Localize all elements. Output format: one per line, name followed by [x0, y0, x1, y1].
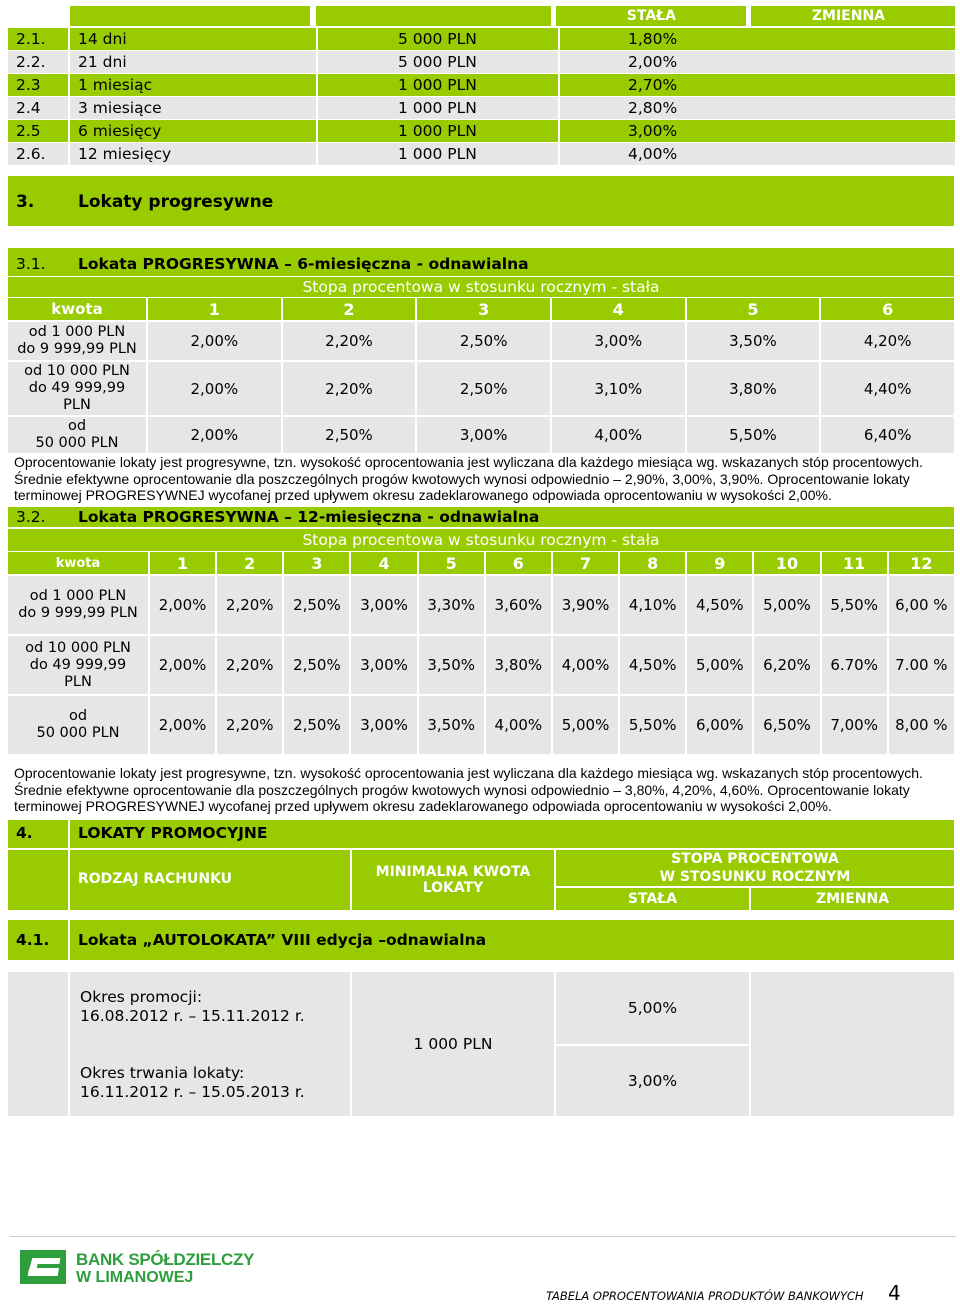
row-amount: 1 000 PLN — [318, 97, 558, 119]
doc-title: TABELA OPROCENTOWANIA PRODUKTÓW BANKOWYCH — [546, 1289, 864, 1303]
s32-title-bar — [8, 507, 954, 527]
col-zmienna: ZMIENNA — [815, 891, 890, 907]
rate-cell: 4,40% — [821, 362, 954, 415]
rate-row — [8, 417, 954, 453]
rate-cell: 2,00% — [148, 322, 281, 360]
rate-cell: 2,20% — [217, 636, 282, 694]
note-line: Średnie efektywne oprocentowanie dla poszczególnych progów kwotowych wynosi odpowiednio – 3,80%, 4,20%, 4,60%. Oprocentowanie lokaty — [14, 781, 910, 798]
rate-row — [8, 322, 954, 360]
rate-cell: 2,00% — [148, 362, 281, 415]
rate-cell: 3,00% — [351, 576, 416, 634]
rate-cell: 2,00% — [148, 417, 281, 453]
rate-cell: 7.00 % — [889, 636, 954, 694]
rate-cell: 4,00% — [486, 696, 551, 754]
row-rate: 3,00% — [560, 120, 754, 142]
term-period — [80, 1064, 305, 1102]
header-zmienna: ZMIENNA — [751, 6, 955, 26]
min-amount: 1 000 PLN — [413, 1035, 493, 1053]
bank-logo — [16, 1246, 276, 1290]
row-term: 6 miesięcy — [70, 120, 316, 142]
promo-label: Okres promocji: — [80, 988, 203, 1006]
month-header: 1 — [150, 552, 215, 574]
footer-divider — [10, 1236, 956, 1237]
row-number: 2.3 — [8, 74, 68, 96]
row-number: 2.6. — [8, 143, 68, 165]
logo-text-line1: BANK SPÓŁDZIELCZY — [76, 1250, 255, 1269]
s32-number: 3.2. — [16, 508, 46, 526]
rate-row — [8, 576, 954, 634]
s32-title: Lokata PROGRESYWNA – 12-miesięczna - odnawialna — [78, 508, 540, 526]
bank-logo-icon — [16, 1246, 70, 1288]
kwota-line: 50 000 PLN — [35, 435, 119, 451]
rate-cell: 5,00% — [754, 576, 819, 634]
rate-cell: 2,50% — [284, 576, 349, 634]
month-header: 2 — [217, 552, 282, 574]
kwota-line: 50 000 PLN — [36, 725, 120, 741]
rate-cell: 4,20% — [821, 322, 954, 360]
note-line: Oprocentowanie lokaty jest progresywne, tzn. wysokość oprocentowania jest wyliczana dla każdego miesiąca wg. wskazanych stóp procentowych. — [14, 454, 923, 470]
savings-row — [8, 143, 955, 165]
section-number: 4. — [16, 824, 33, 842]
kwota-line: do 9 999,99 PLN — [18, 605, 138, 621]
rate-cell: 3,90% — [553, 576, 618, 634]
row-variable-rate — [751, 97, 955, 119]
row-rate: 2,80% — [560, 97, 754, 119]
row-number: 2.1. — [8, 28, 68, 50]
rate-cell: 6,50% — [754, 696, 819, 754]
term-dates: 16.11.2012 r. – 15.05.2013 r. — [80, 1083, 305, 1101]
s41-title-bar — [8, 920, 954, 960]
term-label: Okres trwania lokaty: — [80, 1064, 245, 1082]
month-header: 12 — [889, 552, 954, 574]
row-variable-rate — [751, 51, 955, 73]
row-number: 2.4 — [8, 97, 68, 119]
rate-cell: 4,50% — [620, 636, 685, 694]
rate-cell: 2,50% — [417, 322, 550, 360]
month-header: 11 — [822, 552, 887, 574]
row-amount: 5 000 PLN — [318, 28, 558, 50]
kwota-cell — [8, 322, 146, 360]
section-3-header — [8, 176, 954, 226]
note-line: Oprocentowanie lokaty jest progresywne, tzn. wysokość oprocentowania jest wyliczana dla każdego miesiąca wg. wskazanych stóp procentowych. — [14, 765, 923, 781]
kwota-line: PLN — [64, 673, 92, 690]
savings-row — [8, 120, 955, 142]
savings-row — [8, 74, 955, 96]
rate-row — [8, 636, 954, 694]
row-number: 2.2. — [8, 51, 68, 73]
note-line: terminowej PROGRESYWNEJ wycofanej przed upływem okresu zadeklarowanego odpowiada oprocentowaniu w wysokości 2,00%. — [14, 798, 832, 814]
row-rate: 4,00% — [560, 143, 754, 165]
kwota-line: do 49 999,99 — [29, 656, 127, 673]
rate-cell: 2,50% — [283, 417, 416, 453]
rate-cell: 2,20% — [217, 696, 282, 754]
rate-cell: 4,50% — [687, 576, 752, 634]
month-header-row — [8, 552, 954, 574]
rate-cell: 3,10% — [552, 362, 685, 415]
kwota-line: od 1 000 PLN — [29, 588, 127, 604]
kwota-line: od — [68, 708, 88, 724]
kwota-header: kwota — [8, 552, 148, 574]
kwota-line: od 1 000 PLN — [28, 324, 126, 340]
kwota-cell — [8, 636, 148, 694]
kwota-cell — [8, 362, 146, 415]
row-rate: 2,00% — [560, 51, 754, 73]
s31-number: 3.1. — [16, 255, 46, 273]
col-stala: STAŁA — [627, 891, 678, 907]
s31-title: Lokata PROGRESYWNA – 6-miesięczna - odnawialna — [78, 255, 529, 273]
rate-cell: 5,50% — [687, 417, 820, 453]
row-term: 12 miesięcy — [70, 143, 316, 165]
col-account-type: RODZAJ RACHUNKU — [78, 871, 233, 887]
rate-term: 3,00% — [627, 1072, 678, 1090]
month-header-row — [8, 298, 954, 320]
row-rate: 2,70% — [560, 74, 754, 96]
rate-cell: 5,50% — [822, 576, 887, 634]
kwota-cell — [8, 696, 148, 754]
kwota-cell — [8, 576, 148, 634]
kwota-line: od 10 000 PLN — [25, 639, 131, 656]
row-term: 21 dni — [70, 51, 316, 73]
s31-title-bar — [8, 248, 954, 276]
rate-cell: 2,20% — [217, 576, 282, 634]
note-line: terminowej PROGRESYWNEJ wycofanej przed upływem okresu zadeklarowanego odpowiada oprocentowaniu w wysokości 2,00%. — [14, 487, 832, 503]
row-variable-rate — [751, 143, 955, 165]
s32-rate-table — [8, 552, 954, 756]
rate-cell: 3,00% — [552, 322, 685, 360]
rate-cell: 3,00% — [351, 696, 416, 754]
page-number: 4 — [888, 1281, 901, 1305]
s32-note — [14, 765, 954, 815]
row-variable-rate — [751, 28, 955, 50]
rate-cell: 6,20% — [754, 636, 819, 694]
rate-cell: 3,30% — [419, 576, 484, 634]
s32-table — [6, 550, 956, 756]
kwota-line: do 9 999,99 PLN — [17, 341, 137, 357]
savings-row — [8, 97, 955, 119]
rate-row — [8, 362, 954, 415]
rate-cell: 8,00 % — [889, 696, 954, 754]
month-header: 6 — [486, 552, 551, 574]
row-amount: 1 000 PLN — [318, 120, 558, 142]
row-amount: 5 000 PLN — [318, 51, 558, 73]
s31-table — [6, 296, 956, 455]
header-stala: STAŁA — [556, 6, 746, 26]
rate-cell: 3,50% — [419, 696, 484, 754]
rate-cell: 3,00% — [351, 636, 416, 694]
row-amount: 1 000 PLN — [318, 74, 558, 96]
rate-cell: 4,10% — [620, 576, 685, 634]
col-min-amount: MINIMALNA KWOTA LOKATY — [375, 864, 531, 896]
s41-body — [8, 972, 954, 1116]
rate-cell: 2,00% — [150, 576, 215, 634]
row-variable-rate — [751, 120, 955, 142]
s31-rate-table — [8, 298, 954, 455]
rate-cell: 2,50% — [417, 362, 550, 415]
month-header: 6 — [821, 298, 954, 320]
rate-cell: 3,80% — [687, 362, 820, 415]
month-header: 5 — [687, 298, 820, 320]
month-header: 4 — [552, 298, 685, 320]
rate-cell: 4,00% — [552, 417, 685, 453]
promo-period — [80, 988, 305, 1026]
note-line: Średnie efektywne oprocentowanie dla poszczególnych progów kwotowych wynosi odpowiednio – 2,90%, 3,00%, 3,90%. Oprocentowanie lokaty — [14, 470, 910, 487]
month-header: 3 — [284, 552, 349, 574]
rate-cell: 4,00% — [553, 636, 618, 694]
month-header: 10 — [754, 552, 819, 574]
col-rate-line: W STOSUNKU ROCZNYM — [659, 869, 851, 885]
row-amount: 1 000 PLN — [318, 143, 558, 165]
savings-row — [8, 51, 955, 73]
rate-cell: 2,20% — [283, 322, 416, 360]
kwota-line: od — [67, 418, 87, 434]
s31-rate-header: Stopa procentowa w stosunku rocznym - stała — [8, 277, 954, 297]
kwota-line: PLN — [63, 397, 91, 413]
section-number: 3. — [16, 192, 35, 212]
rate-cell: 6.70% — [822, 636, 887, 694]
month-header: 5 — [419, 552, 484, 574]
section-title: Lokaty progresywne — [78, 192, 274, 212]
rate-cell: 3,60% — [486, 576, 551, 634]
rate-cell: 6,00% — [687, 696, 752, 754]
row-number: 2.5 — [8, 120, 68, 142]
kwota-line: do 49 999,99 — [28, 380, 126, 396]
month-header: 8 — [620, 552, 685, 574]
s31-note — [14, 454, 954, 504]
savings-row — [8, 28, 955, 50]
s41-number: 4.1. — [16, 931, 50, 949]
rate-cell: 6,00 % — [889, 576, 954, 634]
col-rate — [556, 850, 954, 886]
rate-cell: 3,50% — [687, 322, 820, 360]
month-header: 2 — [283, 298, 416, 320]
month-header: 9 — [687, 552, 752, 574]
rate-cell: 7,00% — [822, 696, 887, 754]
month-header: 3 — [417, 298, 550, 320]
rate-cell: 2,20% — [283, 362, 416, 415]
row-term: 3 miesiące — [70, 97, 316, 119]
rate-cell: 3,80% — [486, 636, 551, 694]
rate-promo: 5,00% — [627, 999, 678, 1017]
rate-cell: 2,00% — [150, 636, 215, 694]
rate-cell: 3,50% — [419, 636, 484, 694]
promo-dates: 16.08.2012 r. – 15.11.2012 r. — [80, 1007, 305, 1025]
kwota-cell — [8, 417, 146, 453]
row-variable-rate — [751, 74, 955, 96]
rate-cell: 5,00% — [553, 696, 618, 754]
rate-cell: 2,50% — [284, 636, 349, 694]
kwota-header: kwota — [8, 298, 146, 320]
rate-cell: 3,00% — [417, 417, 550, 453]
month-header: 4 — [351, 552, 416, 574]
rate-cell: 2,50% — [284, 696, 349, 754]
section-title: LOKATY PROMOCYJNE — [78, 824, 268, 842]
rate-cell: 6,40% — [821, 417, 954, 453]
row-term: 14 dni — [70, 28, 316, 50]
row-rate: 1,80% — [560, 28, 754, 50]
section-4-header — [8, 820, 954, 910]
rate-cell: 5,00% — [687, 636, 752, 694]
kwota-line: od 10 000 PLN — [24, 363, 130, 379]
rate-cell: 5,50% — [620, 696, 685, 754]
s32-rate-header: Stopa procentowa w stosunku rocznym - stała — [8, 529, 954, 551]
rate-row — [8, 696, 954, 754]
logo-text-line2: W LIMANOWEJ — [76, 1269, 194, 1286]
s41-title: Lokata „AUTOLOKATA” VIII edycja –odnawialna — [78, 931, 487, 949]
month-header: 1 — [148, 298, 281, 320]
col-rate-line: STOPA PROCENTOWA — [671, 851, 839, 867]
rate-cell: 2,00% — [150, 696, 215, 754]
row-term: 1 miesiąc — [70, 74, 316, 96]
month-header: 7 — [553, 552, 618, 574]
